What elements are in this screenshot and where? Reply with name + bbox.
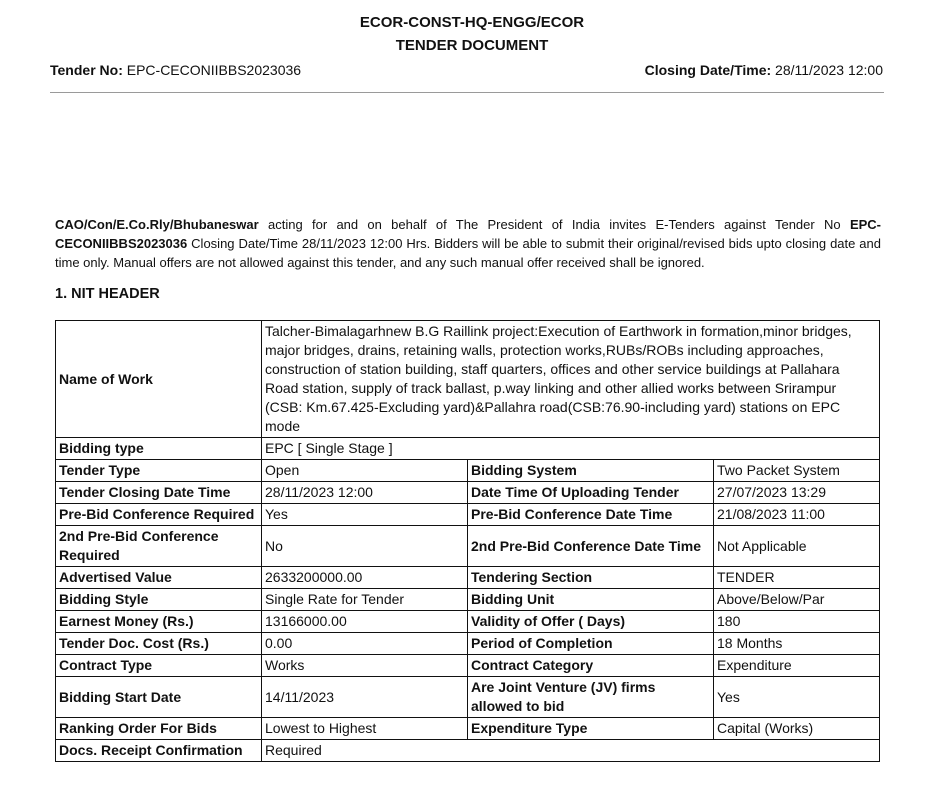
receipt-value: Required xyxy=(262,740,880,762)
field-value: 28/11/2023 12:00 xyxy=(262,482,468,504)
table-row xyxy=(56,589,880,611)
field-label: Earnest Money (Rs.) xyxy=(56,611,262,633)
table-row xyxy=(56,633,880,655)
field-label: Are Joint Venture (JV) firms allowed to bid xyxy=(468,677,714,718)
field-label: Ranking Order For Bids xyxy=(56,718,262,740)
closing-date-value: 28/11/2023 12:00 xyxy=(775,62,883,78)
intro-paragraph xyxy=(55,215,881,272)
document-org-title: ECOR-CONST-HQ-ENGG/ECOR xyxy=(359,14,585,31)
name-of-work-value: Talcher-Bimalagarhnew B.G Raillink project:Execution of Earthwork in formation,minor bridges, major bridges, drains, retaining walls, protection works,RUBs/ROBs including approaches, construction of station building, staff quarters, offices and other service buildings at Pallahara Road station, supply of track ballast, p.way linking and other allied works between Srirampur (CSB: Km.67.425-Excluding yard)&Pallahra road(CSB:76.90-including yard) stations on EPC mode xyxy=(262,321,880,438)
field-label: Period of Completion xyxy=(468,633,714,655)
intro-text-a: acting for and on behalf of The President of India invites E-Tenders against Tender No xyxy=(258,217,850,232)
field-value: 21/08/2023 11:00 xyxy=(714,504,880,526)
table-row xyxy=(56,482,880,504)
table-row xyxy=(56,526,880,567)
intro-text-b: Closing Date/Time 28/11/2023 12:00 Hrs. Bidders will be able to submit their original/revised bids upto closing date and time only. Manual offers are not allowed against this tender, and any such manual offer received shall be ignored. xyxy=(55,236,881,270)
field-value: Capital (Works) xyxy=(714,718,880,740)
nit-header-table xyxy=(55,320,880,762)
closing-date xyxy=(645,62,883,78)
field-value: Not Applicable xyxy=(714,526,880,567)
field-value: Open xyxy=(262,460,468,482)
name-of-work-label: Name of Work xyxy=(56,321,262,438)
table-row xyxy=(56,504,880,526)
bidding-type-label: Bidding type xyxy=(56,438,262,460)
table-row xyxy=(56,677,880,718)
field-label: Pre-Bid Conference Date Time xyxy=(468,504,714,526)
table-row xyxy=(56,718,880,740)
field-value: Works xyxy=(262,655,468,677)
field-label: 2nd Pre-Bid Conference Required xyxy=(56,526,262,567)
field-value: Above/Below/Par xyxy=(714,589,880,611)
tender-no xyxy=(50,62,301,78)
field-label: 2nd Pre-Bid Conference Date Time xyxy=(468,526,714,567)
header-divider xyxy=(50,92,884,93)
field-label: Tendering Section xyxy=(468,567,714,589)
table-row xyxy=(56,611,880,633)
document-title: TENDER DOCUMENT xyxy=(395,37,549,54)
intro-tender-no: EPC-CECONIIBBS2023036 xyxy=(55,217,881,251)
field-label: Bidding Unit xyxy=(468,589,714,611)
field-label: Contract Category xyxy=(468,655,714,677)
tender-no-label: Tender No: xyxy=(50,62,123,78)
field-value: 2633200000.00 xyxy=(262,567,468,589)
table-row xyxy=(56,740,880,762)
table-row xyxy=(56,655,880,677)
field-label: Tender Type xyxy=(56,460,262,482)
field-value: Two Packet System xyxy=(714,460,880,482)
field-value: 180 xyxy=(714,611,880,633)
intro-authority: CAO/Con/E.Co.Rly/Bhubaneswar xyxy=(55,217,259,232)
field-label: Date Time Of Uploading Tender xyxy=(468,482,714,504)
section-title: 1. NIT HEADER xyxy=(55,286,160,302)
field-value: No xyxy=(262,526,468,567)
field-label: Tender Doc. Cost (Rs.) xyxy=(56,633,262,655)
field-label: Bidding System xyxy=(468,460,714,482)
field-value: Yes xyxy=(714,677,880,718)
field-label: Expenditure Type xyxy=(468,718,714,740)
field-value: 14/11/2023 xyxy=(262,677,468,718)
field-label: Advertised Value xyxy=(56,567,262,589)
table-row xyxy=(56,567,880,589)
field-label: Bidding Style xyxy=(56,589,262,611)
table-row xyxy=(56,460,880,482)
closing-date-label: Closing Date/Time: xyxy=(644,62,772,78)
field-value: 27/07/2023 13:29 xyxy=(714,482,880,504)
receipt-label: Docs. Receipt Confirmation xyxy=(56,740,262,762)
field-label: Contract Type xyxy=(56,655,262,677)
table-row xyxy=(56,438,880,460)
field-value: 0.00 xyxy=(262,633,468,655)
tender-no-value: EPC-CECONIIBBS2023036 xyxy=(126,62,302,78)
field-value: Lowest to Highest xyxy=(262,718,468,740)
field-value: Expenditure xyxy=(714,655,880,677)
field-value: Single Rate for Tender xyxy=(262,589,468,611)
field-value: TENDER xyxy=(714,567,880,589)
bidding-type-value: EPC [ Single Stage ] xyxy=(262,438,880,460)
field-value: 13166000.00 xyxy=(262,611,468,633)
field-value: 18 Months xyxy=(714,633,880,655)
field-label: Pre-Bid Conference Required xyxy=(56,504,262,526)
field-label: Tender Closing Date Time xyxy=(56,482,262,504)
field-label: Validity of Offer ( Days) xyxy=(468,611,714,633)
field-label: Bidding Start Date xyxy=(56,677,262,718)
table-row xyxy=(56,321,880,438)
field-value: Yes xyxy=(262,504,468,526)
